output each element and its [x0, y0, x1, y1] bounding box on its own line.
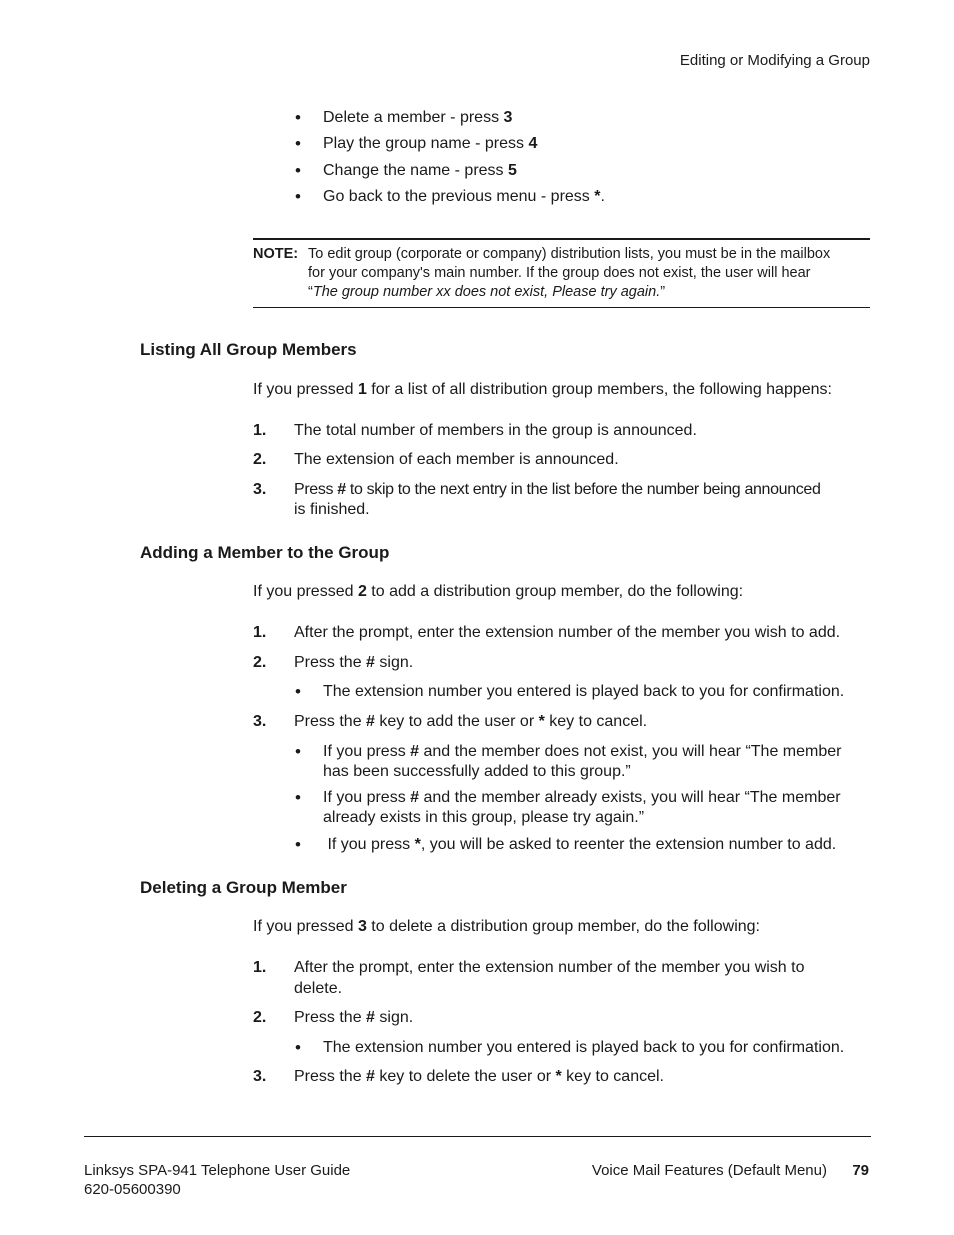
key-label: 5	[508, 162, 517, 179]
bullet-icon: •	[295, 835, 301, 854]
intro-paragraph: If you pressed 1 for a list of all distribution group members, the following happens:	[253, 381, 832, 398]
bullet-icon: •	[295, 187, 301, 206]
bullet-icon: •	[295, 134, 301, 153]
key-label: *	[414, 836, 421, 853]
key-label: 4	[528, 135, 538, 152]
note-line: for your company's main number. If the group does not exist, the user will hear	[308, 265, 811, 281]
bullet-icon: •	[295, 161, 301, 180]
key-label: #	[366, 713, 375, 730]
step-number: 1.	[253, 624, 267, 641]
bullet-text-continued: already exists in this group, please try again.”	[323, 809, 645, 826]
intro-paragraph: If you pressed 2 to add a distribution group member, do the following:	[253, 583, 744, 600]
bullet-text-continued: has been successfully added to this group.”	[323, 763, 631, 780]
key-label: *	[538, 713, 545, 730]
step-number: 1.	[253, 959, 267, 976]
step-number: 3.	[253, 1068, 267, 1085]
bullet-text: The extension number you entered is played back to you for confirmation.	[323, 1039, 845, 1056]
bullet-icon: •	[295, 108, 301, 127]
key-label: #	[366, 654, 375, 671]
step-text: Press the # key to delete the user or * key to cancel.	[294, 1068, 664, 1085]
step-text: The extension of each member is announced.	[294, 451, 619, 468]
key-label: #	[410, 743, 420, 760]
section-heading-deleting: Deleting a Group Member	[140, 878, 347, 897]
bullet-text: Play the group name - press	[323, 135, 529, 152]
running-header: Editing or Modifying a Group	[679, 52, 870, 69]
step-number: 3.	[253, 481, 267, 498]
footer-section: Voice Mail Features (Default Menu)	[591, 1162, 827, 1179]
step-number: 1.	[253, 422, 267, 439]
key-label: #	[337, 481, 346, 498]
bullet-text: If you press *, you will be asked to reenter the extension number to add.	[323, 836, 837, 853]
step-number: 2.	[253, 1009, 267, 1026]
step-text-continued: is finished.	[294, 501, 370, 518]
note-quote: The group number xx does not exist, Please try again.	[312, 284, 661, 300]
bullet-icon: •	[295, 682, 301, 701]
step-text: Press the # sign.	[294, 654, 414, 671]
key-label: 1	[357, 381, 367, 398]
intro-paragraph: If you pressed 3 to delete a distribution group member, do the following:	[253, 918, 760, 935]
step-text: The total number of members in the group is announced.	[294, 422, 697, 439]
key-label: 3	[503, 109, 513, 126]
note-line: “The group number xx does not exist, Please try again.”	[308, 284, 666, 300]
step-text: After the prompt, enter the extension number of the member you wish to	[294, 959, 805, 976]
section-heading-listing: Listing All Group Members	[140, 340, 357, 359]
step-number: 3.	[253, 713, 267, 730]
note-line: To edit group (corporate or company) distribution lists, you must be in the mailbox	[308, 246, 831, 262]
section-heading-adding: Adding a Member to the Group	[140, 543, 390, 562]
key-label: *	[594, 188, 601, 205]
step-number: 2.	[253, 654, 267, 671]
footer-guide-title: Linksys SPA-941 Telephone User Guide	[84, 1162, 351, 1179]
bullet-icon: •	[295, 788, 301, 807]
bullet-text: Go back to the previous menu - press	[323, 188, 595, 205]
page-number: 79	[852, 1162, 869, 1179]
note-label: NOTE:	[253, 246, 299, 262]
step-number: 2.	[253, 451, 267, 468]
bullet-text: If you press # and the member does not exist, you will hear “The member	[323, 743, 842, 760]
step-text-continued: delete.	[294, 980, 343, 997]
step-text: Press the # key to add the user or * key to cancel.	[294, 713, 648, 730]
footer-rule	[84, 1136, 871, 1137]
bullet-icon: •	[295, 742, 301, 761]
step-text: After the prompt, enter the extension number of the member you wish to add.	[294, 624, 841, 641]
key-label: 3	[357, 918, 367, 935]
step-text: Press # to skip to the next entry in the list before the number being announced	[294, 481, 821, 498]
bullet-text: Delete a member - press	[323, 109, 504, 126]
step-text: Press the # sign.	[294, 1009, 414, 1026]
key-label: #	[410, 789, 420, 806]
key-label: 2	[357, 583, 367, 600]
bullet-text: The extension number you entered is played back to you for confirmation.	[323, 683, 845, 700]
key-label: #	[366, 1068, 375, 1085]
bullet-text: Change the name - press	[323, 162, 508, 179]
bullet-text: If you press # and the member already exists, you will hear “The member	[323, 789, 841, 806]
note-bottom-rule	[253, 307, 870, 308]
bullet-icon: •	[295, 1038, 301, 1057]
bullet-text: .	[600, 188, 605, 205]
note-top-rule	[253, 238, 870, 240]
key-label: *	[555, 1068, 562, 1085]
key-label: #	[366, 1009, 375, 1026]
footer-doc-number: 620-05600390	[84, 1181, 181, 1198]
